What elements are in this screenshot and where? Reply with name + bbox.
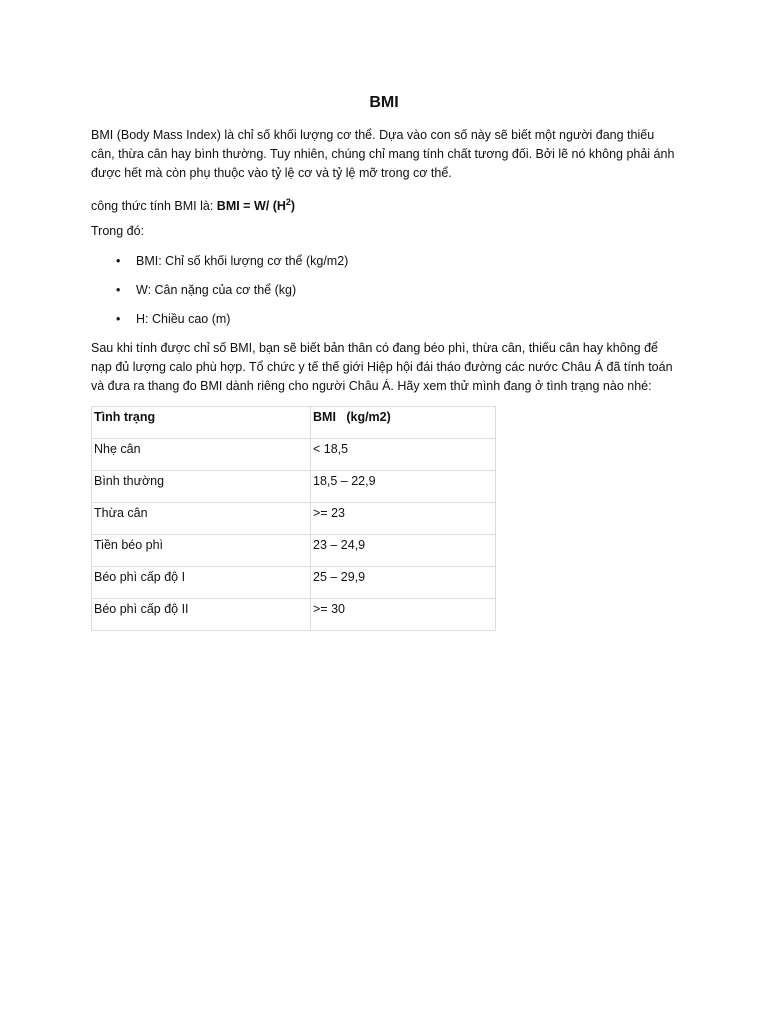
table-header-status: Tình trạng xyxy=(92,407,311,439)
table-cell-status: Béo phì cấp độ II xyxy=(92,599,311,631)
table-cell-status: Nhẹ cân xyxy=(92,439,311,471)
formula-text xyxy=(217,199,295,213)
table-header-row xyxy=(92,407,496,439)
table-row xyxy=(92,439,496,471)
table-cell-bmi: >= 30 xyxy=(311,599,496,631)
where-label: Trong đó: xyxy=(91,224,145,238)
formula-prefix: công thức tính BMI là: xyxy=(91,199,217,214)
table-cell-bmi: < 18,5 xyxy=(311,439,496,471)
table-header-bmi: BMI (kg/m2) xyxy=(311,407,496,439)
formula-superscript: 2 xyxy=(285,197,291,207)
table-cell-bmi: 25 – 29,9 xyxy=(311,567,496,599)
bmi-table xyxy=(91,406,496,631)
list-item xyxy=(91,281,348,310)
table-cell-bmi: 23 – 24,9 xyxy=(311,535,496,567)
table-cell-status: Bình thường xyxy=(92,471,311,503)
definition-list xyxy=(91,252,348,339)
formula-paragraph xyxy=(91,193,681,216)
intro-paragraph: BMI (Body Mass Index) là chỉ số khối lượng cơ thể. Dựa vào con số này sẽ biết một người đang thiếu cân, thừa cân hay bình thường. Tuy nhiên, chúng chỉ mang tính chất tương đối. Bởi lẽ nó không phải ánh được hết mà còn phụ thuộc vào tỷ lệ cơ và tỷ lệ mỡ trong cơ thể. xyxy=(91,128,675,180)
list-item-text: BMI: Chỉ số khối lượng cơ thể (kg/m2) xyxy=(136,254,349,268)
bullet-icon: • xyxy=(116,254,121,268)
table-row xyxy=(92,471,496,503)
bullet-icon: • xyxy=(116,283,121,297)
table-row xyxy=(92,503,496,535)
bullet-icon: • xyxy=(116,312,121,326)
table-row xyxy=(92,599,496,631)
table-cell-status: Tiền béo phì xyxy=(92,535,311,567)
table-cell-bmi: 18,5 – 22,9 xyxy=(311,471,496,503)
table-cell-bmi: >= 23 xyxy=(311,503,496,535)
table-row xyxy=(92,567,496,599)
list-item-text: H: Chiều cao (m) xyxy=(136,312,231,326)
conclusion-paragraph: Sau khi tính được chỉ số BMI, bạn sẽ biết bản thân có đang béo phì, thừa cân, thiếu cân hay không để nạp đủ lượng calo phù hợp. Tổ chức y tế thế giới Hiệp hội đái tháo đường các nước Châu Á đã tính toán và đưa ra thang đo BMI dành riêng cho người Châu Á. Hãy xem thử mình đang ở tình trạng nào nhé: xyxy=(91,341,673,393)
formula-main: BMI = W/ (H xyxy=(216,199,286,214)
table-cell-status: Thừa cân xyxy=(92,503,311,535)
document-title: BMI xyxy=(369,94,399,111)
formula-suffix: ) xyxy=(290,199,296,214)
list-item xyxy=(91,252,348,281)
list-item-text: W: Cân nặng của cơ thể (kg) xyxy=(136,283,297,297)
table-cell-status: Béo phì cấp độ I xyxy=(92,567,311,599)
table-row xyxy=(92,535,496,567)
list-item xyxy=(91,310,348,339)
